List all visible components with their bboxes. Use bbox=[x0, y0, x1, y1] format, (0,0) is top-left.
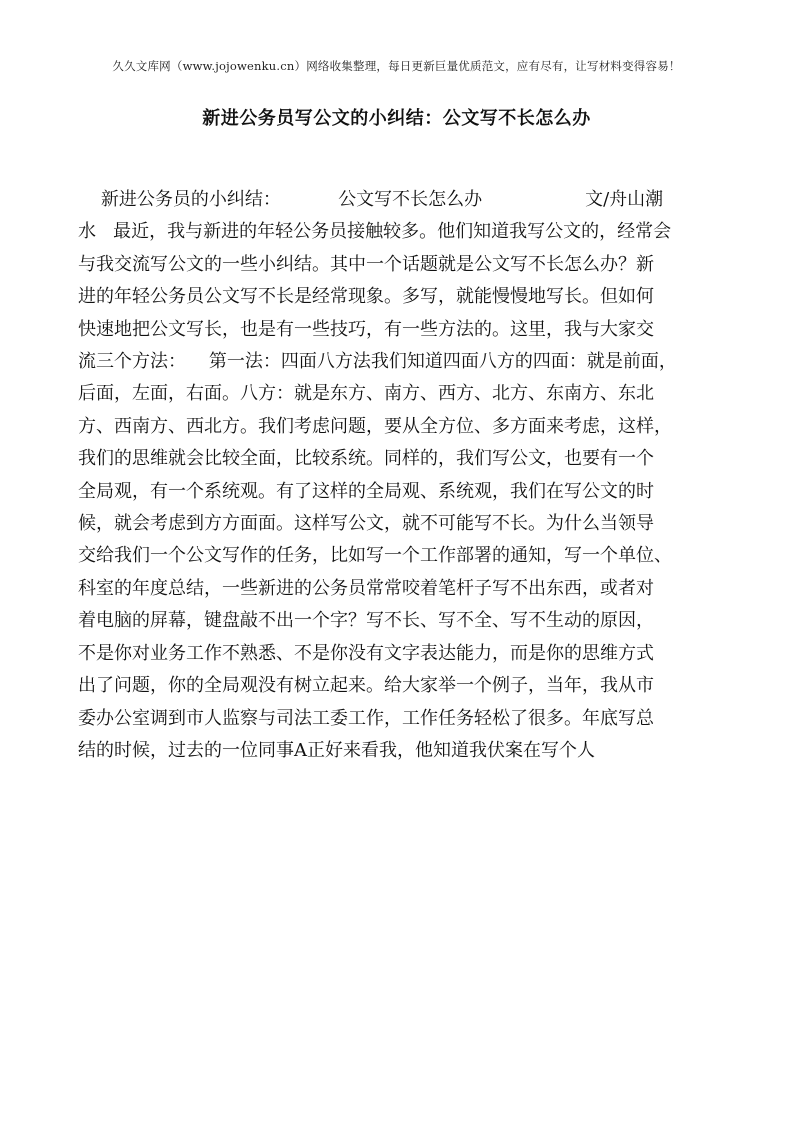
document-body: 新进公务员的小纠结： 公文写不长怎么办 文/舟山潮 水 最近，我与新进的年轻公务员接触较多。他们知道我写公文的，经常会 与我交流写公文的一些小纠结。其中一个话题就是公文写不长怎么办？新 进的年轻公务员公文写不长是经常现象。多写，就能慢慢地写长。但如何 快速地把公文写长，也是有一些技巧，有一些方法的。这里，我与大家交 流三个方法： 第一法：四面八方法我们知道四面八方的四面：就是前面， 后面，左面，右面。八方：就是东方、南方、西方、北方、东南方、东北 方、西南方、西北方。我们考虑问题，要从全方位、多方面来考虑，这样， 我们的思维就会比较全面，比较系统。同样的，我们写公文，也要有一个 全局观，有一个系统观。有了这样的全局观、系统观，我们在写公文的时 候，就会考虑到方方面面。这样写公文，就不可能写不长。为什么当领导 交给我们一个公文写作的任务，比如写一个工作部署的通知，写一个单位、 科室的年度总结，一些新进的公务员常常咬着笔杆子写不出东西，或者对 着电脑的屏幕，键盘敲不出一个字？写不长、写不全、写不生动的原因， 不是你对业务工作不熟悉、不是你没有文字表达能力，而是你的思维方式 出了问题，你的全局观没有树立起来。给大家举一个例子，当年，我从市 委办公室调到市人监察与司法工委工作，工作任务轻松了很多。年底写总 结的时候，过去的一位同事A正好来看我，他知道我伏案在写个人 bbox=[78, 189, 677, 761]
document-title: 新进公务员写公文的小纠结：公文写不长怎么办 bbox=[202, 108, 591, 129]
source-header: 久久文库网（www.jojowenku.cn）网络收集整理，每日更新巨量优质范文，应有尽有，让写材料变得容易！ bbox=[112, 59, 681, 73]
